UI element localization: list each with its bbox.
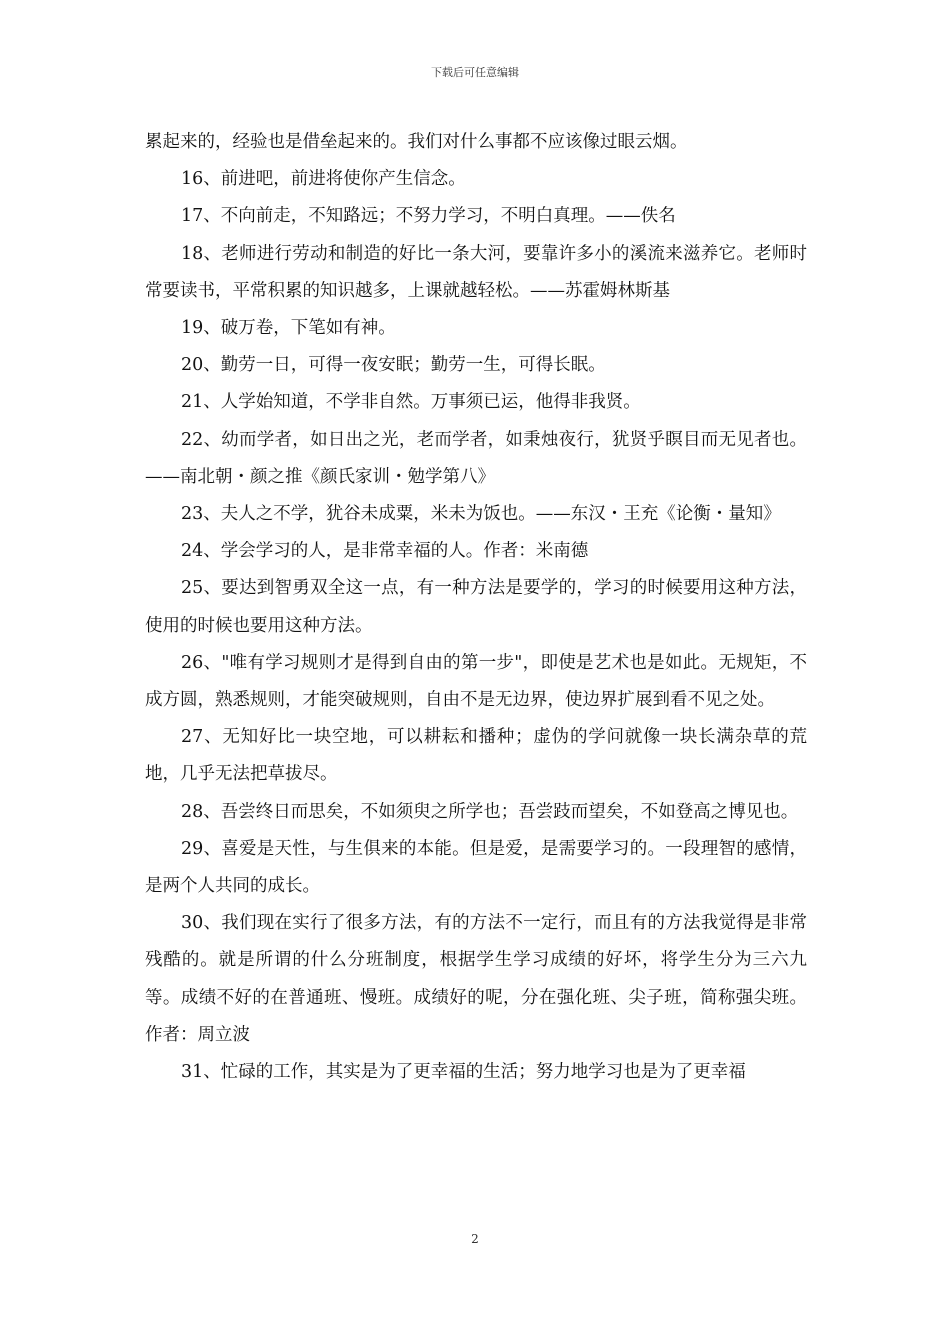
paragraph: 21、人学始知道，不学非自然。万事须已运，他得非我贤。 xyxy=(181,392,641,413)
paragraph: 30、我们现在实行了很多方法，有的方法不一定行，而且有的方法我觉得是非常残酷的。就是所谓的什么分班制度，根据学生学习成绩的好坏，将学生分为三六九等。成绩不好的在普通班、慢班。成绩好的呢，分在强化班、尖子班，简称强尖班。作者：周立波 xyxy=(145,913,807,1045)
page-number: 2 xyxy=(471,1232,479,1246)
paragraph: 18、老师进行劳动和制造的好比一条大河，要靠许多小的溪流来滋养它。老师时常要读书，平常积累的知识越多，上课就越轻松。——苏霍姆林斯基 xyxy=(145,243,807,301)
paragraph: 20、勤劳一日，可得一夜安眠；勤劳一生，可得长眠。 xyxy=(181,355,606,376)
paragraph: 23、夫人之不学，犹谷未成粟，米未为饭也。——东汉・王充《论衡・量知》 xyxy=(181,504,781,525)
paragraph: 22、幼而学者，如日出之光，老而学者，如秉烛夜行，犹贤乎瞑目而无见者也。——南北朝・颜之推《颜氏家训・勉学第八》 xyxy=(145,429,807,487)
paragraph: 累起来的，经验也是借垒起来的。我们对什么事都不应该像过眼云烟。 xyxy=(145,132,688,152)
paragraph: 17、不向前走，不知路远；不努力学习，不明白真理。——佚名 xyxy=(181,206,676,227)
paragraph: 27、无知好比一块空地，可以耕耘和播种；虚伪的学问就像一块长满杂草的荒地，几乎无法把草拔尽。 xyxy=(145,727,807,785)
paragraph: 31、忙碌的工作，其实是为了更幸福的生活；努力地学习也是为了更幸福 xyxy=(181,1062,746,1083)
paragraph: 26、"唯有学习规则才是得到自由的第一步"，即使是艺术也是如此。无规矩，不成方圆，熟悉规则，才能突破规则，自由不是无边界，使边界扩展到看不见之处。 xyxy=(145,652,807,711)
paragraph: 19、破万卷，下笔如有神。 xyxy=(181,318,396,339)
paragraph: 28、吾尝终日而思矣，不如须臾之所学也；吾尝跂而望矣，不如登高之博见也。 xyxy=(181,801,799,822)
paragraph: 29、喜爱是天性，与生俱来的本能。但是爱，是需要学习的。一段理智的感情，是两个人共同的成长。 xyxy=(145,838,807,897)
page-header: 下载后可任意编辑 xyxy=(431,66,519,79)
paragraph: 16、前进吧，前进将使你产生信念。 xyxy=(181,169,466,190)
paragraph: 24、学会学习的人，是非常幸福的人。作者：米南德 xyxy=(181,541,589,562)
paragraph: 25、要达到智勇双全这一点，有一种方法是要学的，学习的时候要用这种方法，使用的时候也要用这种方法。 xyxy=(145,578,807,636)
document-body xyxy=(145,124,807,1091)
